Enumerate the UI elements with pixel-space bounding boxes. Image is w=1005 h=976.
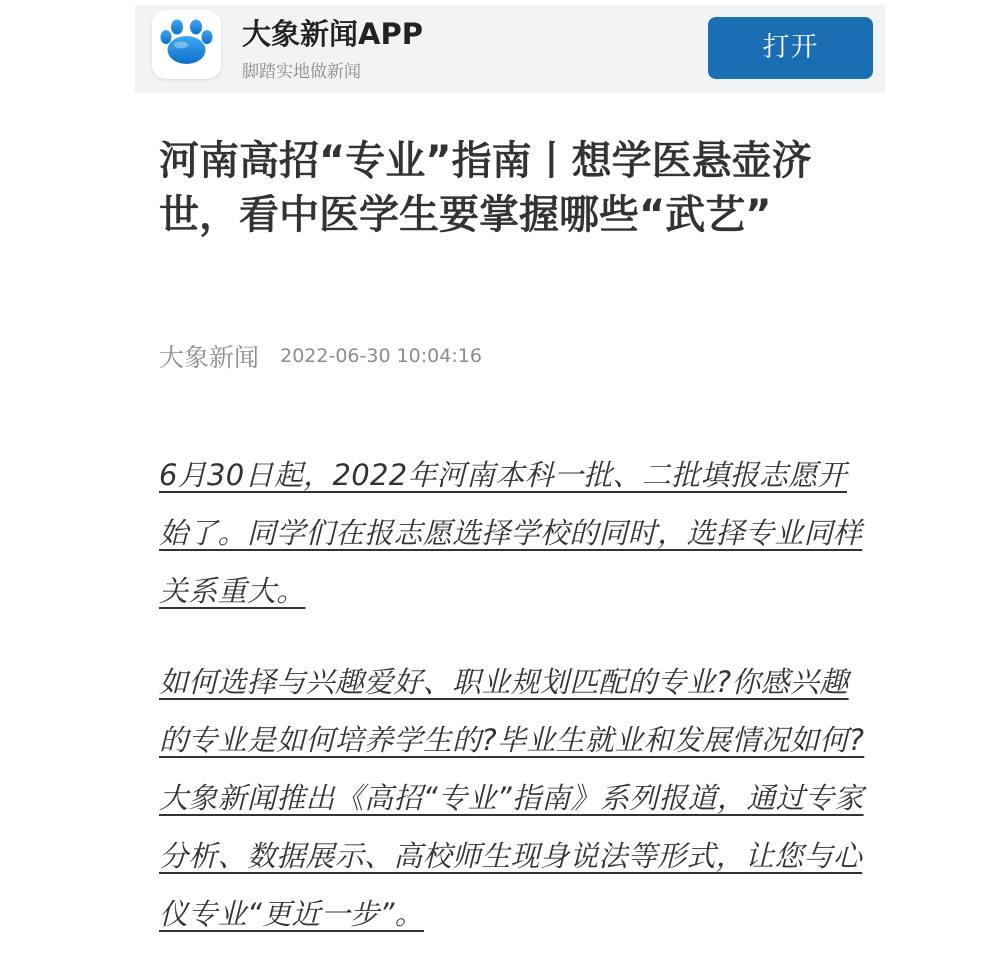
article-body [159,446,865,976]
article-paragraph: 如何选择与兴趣爱好、职业规划匹配的专业?你感兴趣的专业是如何培养学生的?毕业生就业和发展情况如何?大象新闻推出《高招“专业”指南》系列报道，通过专家分析、数据展示、高校师生现身说法等形式，让您与心仪专业“更近一步”。 [159,665,865,931]
article-title: 河南高招“专业”指南丨想学医悬壶济世，看中医学生要掌握哪些“武艺” [159,138,812,238]
publish-time: 2022-06-30 10:04:16 [280,345,482,367]
article-paragraph: 6月30日起，2022年河南本科一批、二批填报志愿开始了。同学们在报志愿选择学校的同时，选择专业同样关系重大。 [159,458,863,608]
open-app-button[interactable]: 打开 [708,17,873,79]
paw-logo-icon [159,17,214,72]
app-download-banner [135,5,885,93]
app-slogan: 脚踏实地做新闻 [242,62,361,82]
app-name: 大象新闻APP [242,17,423,51]
app-logo[interactable] [152,10,221,79]
article-source[interactable]: 大象新闻 [159,343,260,372]
article-page [135,0,885,942]
article-meta [159,338,482,374]
